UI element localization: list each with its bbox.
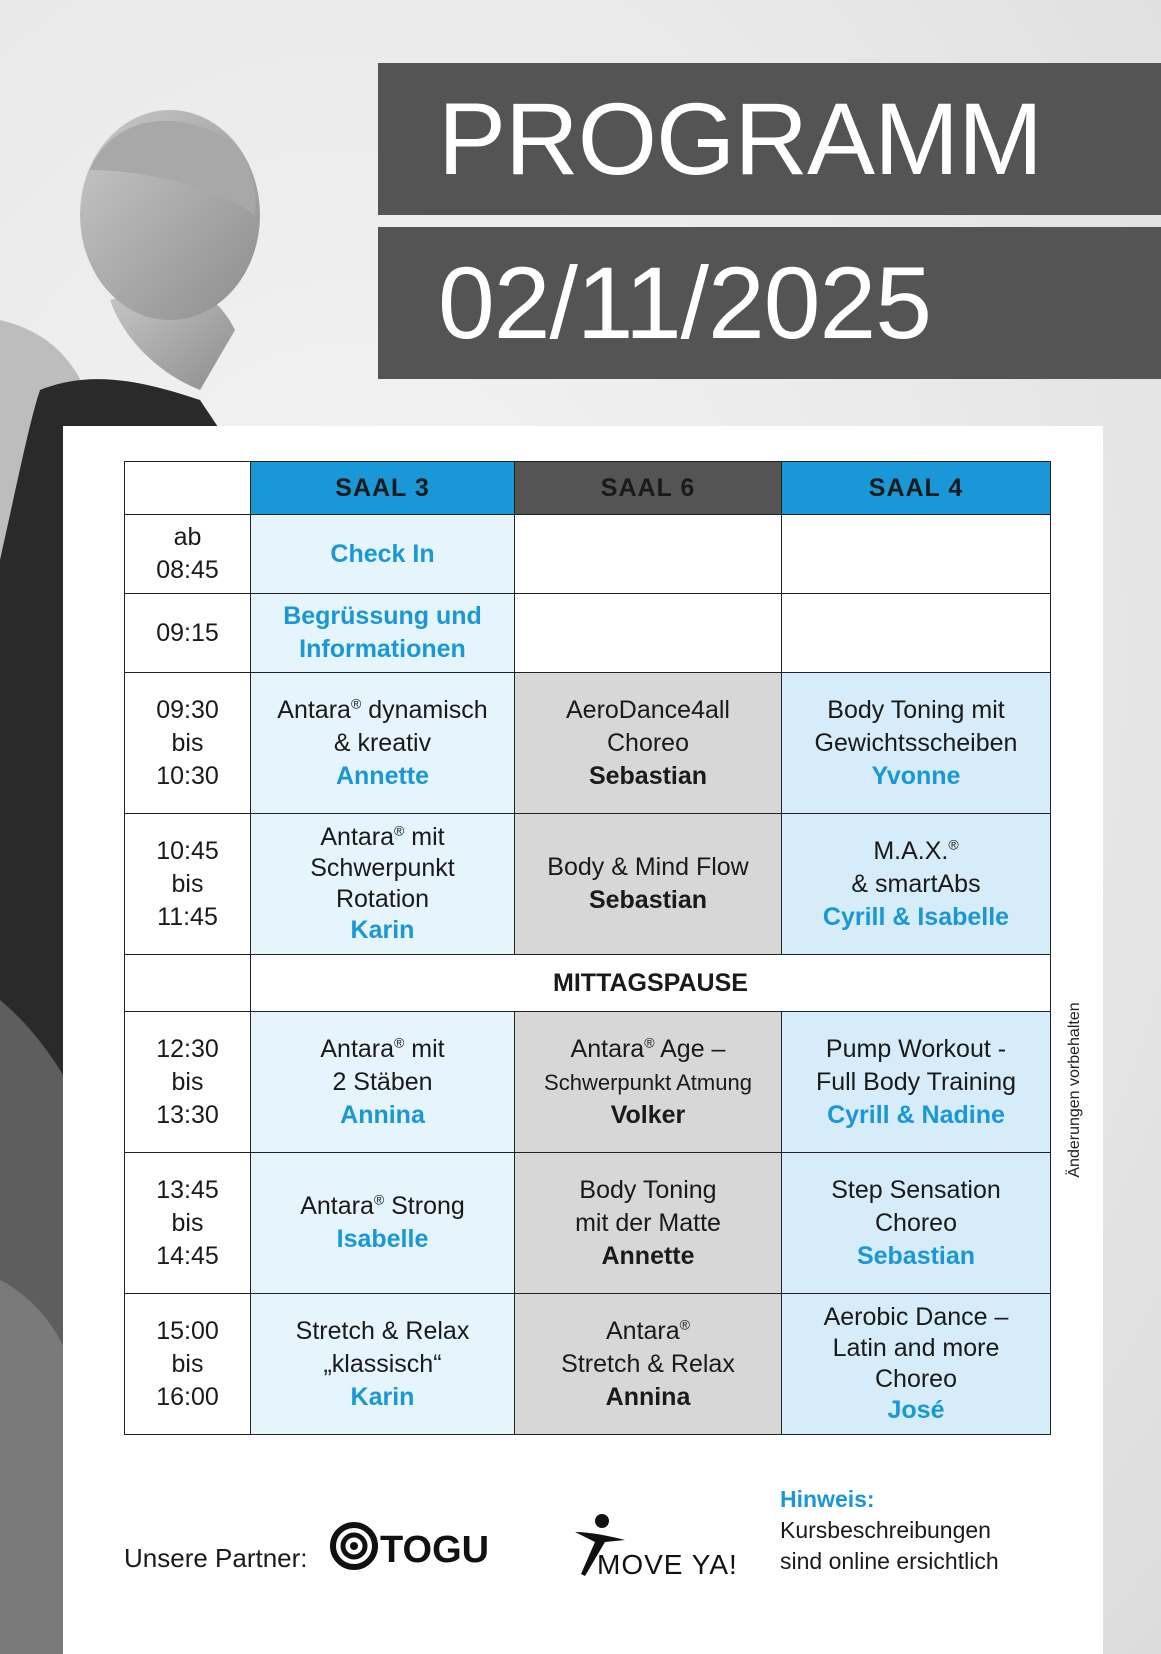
trainer-name: Cyrill & Nadine [827,1100,1005,1129]
trainer-name: Annette [601,1241,695,1270]
trainer-name: Cyrill & Isabelle [822,902,1010,931]
header-saal-6: SAAL 6 [515,462,782,515]
hint-line: sind online ersichtlich [780,1548,999,1574]
empty-cell [125,955,251,1012]
empty-cell [515,594,782,673]
table-row [125,515,1051,594]
session-cell: Begrüssung und Informationen [251,594,515,673]
time-cell: 12:30 bis 13:30 [125,1012,251,1153]
session-cell: Aerobic Dance – Latin and more Choreo José [782,1294,1051,1435]
session-cell: Stretch & Relax „klassisch“ Karin [251,1294,515,1435]
table-header-row [125,462,1051,515]
session-cell: Step Sensation Choreo Sebastian [782,1153,1051,1294]
event-date: 02/11/2025 [438,245,931,360]
session-cell: Body Toning mit Gewichtsscheiben Yvonne [782,673,1051,814]
header-saal-4: SAAL 4 [782,462,1051,515]
time-cell: 13:45 bis 14:45 [125,1153,251,1294]
table-row [125,1294,1051,1435]
trainer-name: Isabelle [336,1225,429,1253]
session-cell: Body Toning mit der Matte Annette [515,1153,782,1294]
time-cell: 09:15 [125,594,251,673]
lunch-row [125,955,1051,1012]
moveya-logo-text: MOVE YA! [597,1549,738,1580]
trainer-name: Annina [605,1382,691,1411]
table-row [125,1153,1051,1294]
trainer-name: Sebastian [588,761,708,790]
session-cell: Antara® mit Schwerpunkt Rotation Karin [251,814,515,955]
table-row [125,1012,1051,1153]
moveya-logo [555,1512,755,1580]
session-cell: M.A.X.® & smartAbs Cyrill & Isabelle [782,814,1051,955]
session-cell: Check In [251,515,515,594]
date-banner [378,227,1161,379]
trainer-name: Sebastian [588,886,708,914]
empty-cell [782,515,1051,594]
session-cell: Antara® Stretch & Relax Annina [515,1294,782,1435]
togu-logo-text: TOGU [380,1529,490,1570]
time-cell: 09:30 bis 10:30 [125,673,251,814]
session-cell: Pump Workout - Full Body Training Cyrill & Nadine [782,1012,1051,1153]
title-banner [378,63,1161,215]
trainer-name: Karin [350,916,415,944]
table-row [125,814,1051,955]
header-corner [125,462,251,515]
hint-box [780,1484,999,1577]
session-cell: Body & Mind Flow Sebastian [515,814,782,955]
time-cell: ab 08:45 [125,515,251,594]
trainer-name: Karin [350,1382,415,1411]
header-saal-3: SAAL 3 [251,462,515,515]
session-cell: Antara® Strong Isabelle [251,1153,515,1294]
trainer-name: José [887,1396,945,1424]
session-cell: Antara® mit 2 Stäben Annina [251,1012,515,1153]
session-cell: AeroDance4all Choreo Sebastian [515,673,782,814]
trainer-name: Annette [335,761,430,790]
session-cell: Antara® dynamisch & kreativ Annette [251,673,515,814]
page-title: PROGRAMM [438,81,1042,196]
trainer-name: Yvonne [871,761,961,790]
table-row [125,594,1051,673]
time-cell: 15:00 bis 16:00 [125,1294,251,1435]
empty-cell [515,515,782,594]
schedule-table [124,461,1051,1435]
hint-line: Kursbeschreibungen [780,1517,991,1543]
togu-logo [330,1522,530,1570]
trainer-name: Sebastian [856,1241,976,1270]
time-cell: 10:45 bis 11:45 [125,814,251,955]
trainer-name: Volker [610,1100,686,1129]
table-row [125,673,1051,814]
lunch-break-label: MITTAGSPAUSE [251,955,1051,1012]
session-cell: Antara® Age – Schwerpunkt Atmung Volker [515,1012,782,1153]
disclaimer-note: Änderungen vorbehalten [1066,1002,1083,1178]
partners-label: Unsere Partner: [124,1543,308,1573]
empty-cell [782,594,1051,673]
hint-title: Hinweis: [780,1486,875,1512]
trainer-name: Annina [340,1100,425,1129]
